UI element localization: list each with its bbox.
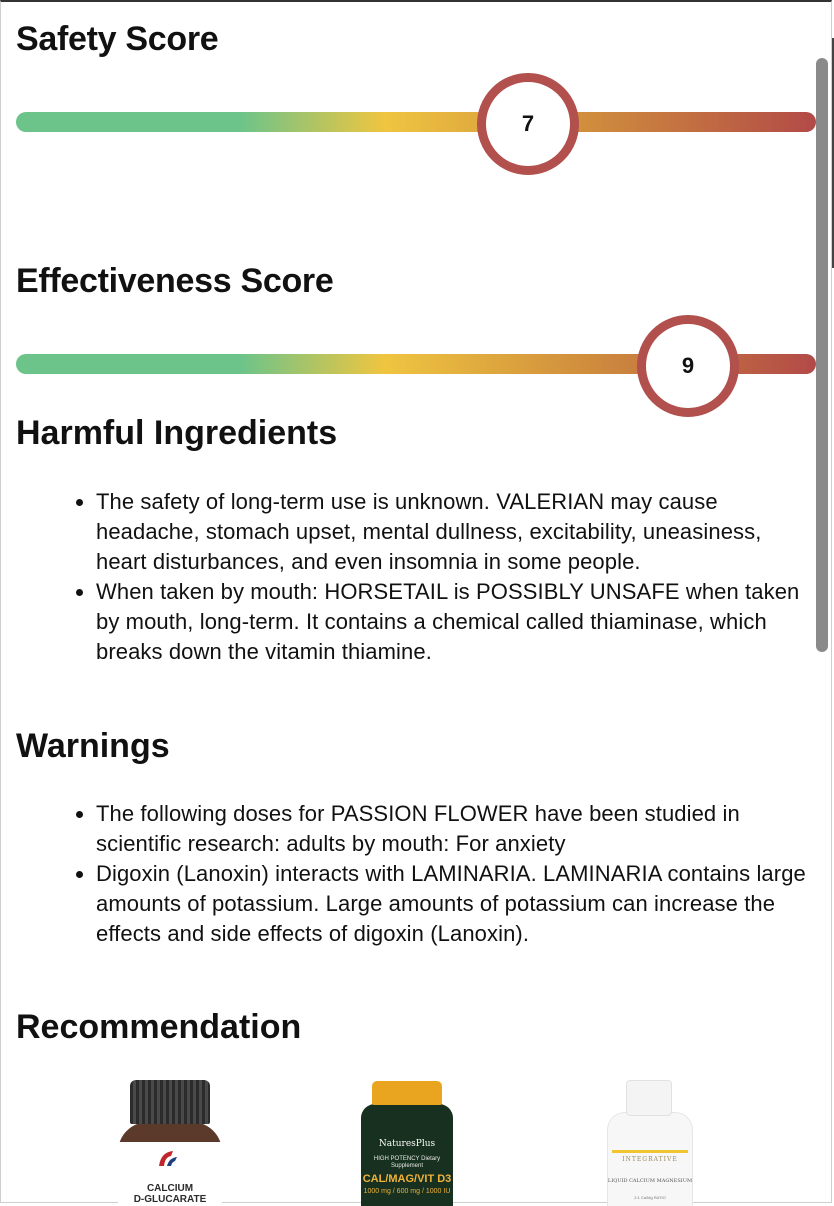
harmful-ingredients-list — [16, 487, 816, 667]
brand-logo-icon — [155, 1146, 185, 1170]
safety-score-track — [16, 112, 816, 132]
safety-score-title: Safety Score — [16, 20, 219, 58]
effectiveness-score-title: Effectiveness Score — [16, 262, 334, 300]
bottle-cap — [626, 1080, 672, 1116]
product-label-text: CALCIUM D-GLUCARATE — [133, 1183, 207, 1205]
product-name: CAL/MAG/VIT D3 — [362, 1173, 452, 1185]
warnings-list — [16, 799, 816, 949]
product-subtitle: HIGH POTENCY Dietary Supplement — [373, 1156, 441, 1169]
bottle-cap — [130, 1080, 210, 1124]
warnings-title: Warnings — [16, 727, 170, 765]
list-item: • Digoxin (Lanoxin) interacts with LAMINARIA. LAMINARIA contains large amounts of potassium. Large amounts of potassium can increase the effects and side effects of digoxin (Lanoxin). — [96, 859, 816, 949]
product-brand: NaturesPlus — [378, 1139, 436, 1149]
recommendation-products — [0, 1070, 834, 1206]
product-name: LIQUID CALCIUM MAGNESIUM — [607, 1178, 693, 1184]
safety-score-knob[interactable]: 7 — [477, 73, 579, 175]
product-brand: INTEGRATIVE — [622, 1156, 678, 1163]
label-stripe — [612, 1150, 688, 1153]
product-dose: 1000 mg / 600 mg / 1000 IU — [363, 1188, 451, 1195]
product-ratio: 2:1 Ca/Mg RATIO — [634, 1195, 666, 1200]
harmful-ingredients-title: Harmful Ingredients — [16, 414, 338, 452]
effectiveness-score-knob[interactable]: 9 — [637, 315, 739, 417]
list-item: • The following doses for PASSION FLOWER have been studied in scientific research: adults by mouth: For anxiety — [96, 799, 816, 859]
bottle-cap — [372, 1081, 442, 1105]
list-item: • When taken by mouth: HORSETAIL is POSSIBLY UNSAFE when taken by mouth, long-term. It contains a chemical called thiaminase, which breaks down the vitamin thiamine. — [96, 577, 816, 667]
vertical-scrollbar[interactable] — [816, 58, 828, 652]
recommendation-title: Recommendation — [16, 1008, 302, 1046]
list-item: • The safety of long-term use is unknown. VALERIAN may cause headache, stomach upset, mental dullness, excitability, uneasiness, heart disturbances, and even insomnia in some people. — [96, 487, 816, 577]
